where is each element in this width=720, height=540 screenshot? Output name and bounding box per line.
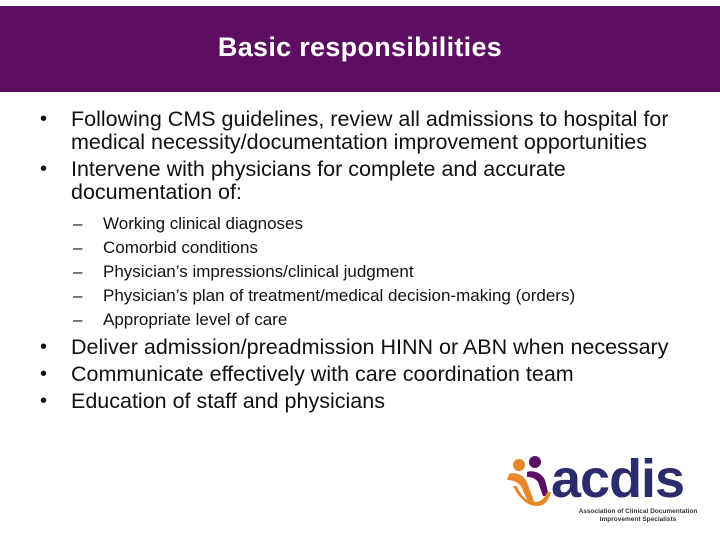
logo-wordmark: acdis — [551, 449, 685, 509]
sub-bullet-item — [0, 212, 720, 236]
sub-bullet-item — [0, 260, 720, 284]
bullet-item — [0, 363, 720, 386]
logo-tagline: Association of Clinical Documentation Improvement Specialists — [578, 508, 698, 523]
bullet-text: Following CMS guidelines, review all admissions to hospital for medical necessity/documentation improvement opportunities — [71, 107, 669, 154]
dash-marker: – — [73, 262, 83, 281]
bullet-marker: • — [40, 336, 48, 358]
slide-body — [0, 108, 720, 417]
bullet-marker: • — [40, 363, 48, 385]
bullet-marker: • — [40, 390, 48, 412]
bullet-text: Education of staff and physicians — [71, 389, 385, 413]
sub-bullet-text: Physician’s plan of treatment/medical decision-making (orders) — [103, 286, 576, 305]
sub-bullet-item — [0, 236, 720, 260]
bullet-item — [0, 108, 720, 154]
dash-marker: – — [73, 214, 83, 233]
title-bar — [0, 6, 720, 92]
bullet-text: Communicate effectively with care coordination team — [71, 362, 574, 386]
slide-title: Basic responsibilities — [217, 31, 503, 62]
sub-bullet-list — [0, 212, 720, 332]
sub-bullet-item — [0, 284, 720, 308]
sub-bullet-text: Appropriate level of care — [103, 310, 288, 329]
bullet-text: Deliver admission/preadmission HINN or ABN when necessary — [71, 335, 669, 359]
bullet-marker: • — [40, 108, 48, 130]
bullet-text: Intervene with physicians for complete and accurate documentation of: — [71, 157, 566, 204]
bullet-item — [0, 390, 720, 413]
sub-bullet-text: Physician’s impressions/clinical judgment — [103, 262, 414, 281]
sub-bullet-item — [0, 308, 720, 332]
dash-marker: – — [73, 286, 83, 305]
acdis-logo — [505, 449, 710, 536]
dash-marker: – — [73, 238, 83, 257]
bullet-item — [0, 336, 720, 359]
dash-marker: – — [73, 310, 83, 329]
bullet-marker: • — [40, 158, 48, 180]
sub-bullet-text: Comorbid conditions — [103, 238, 258, 257]
bullet-item — [0, 158, 720, 204]
sub-bullet-text: Working clinical diagnoses — [103, 214, 304, 233]
